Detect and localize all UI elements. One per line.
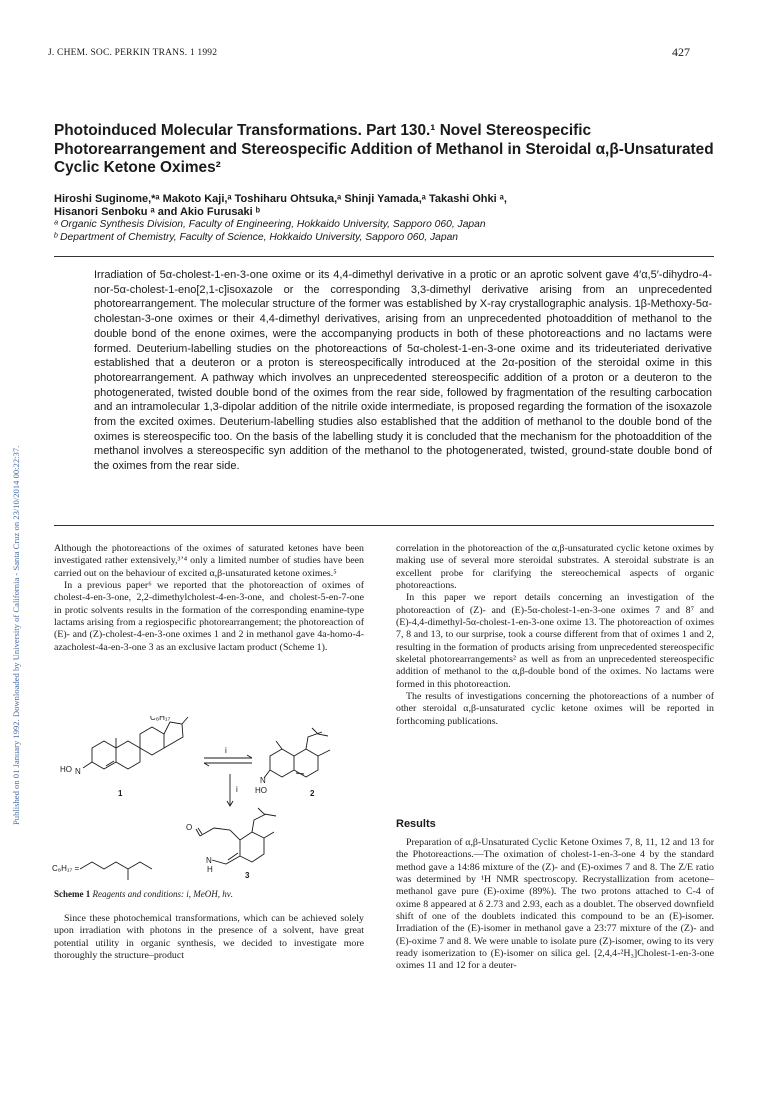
results-heading: Results — [396, 818, 436, 830]
right-para-3: The results of investigations concerning the photoreactions of a number of other steroidal α,β-unsaturated cyclic ketone oximes will be reported in forthcoming publications. — [396, 691, 714, 727]
rule-top — [54, 256, 714, 257]
steroid-2-double-bond — [296, 773, 304, 774]
right-column-lower — [396, 837, 714, 973]
lactam-n: N — [206, 856, 212, 865]
right-para-4: Preparation of α,β-Unsaturated Cyclic Ketone Oximes 7, 8, 11, 12 and 13 for the Photoreactions.—The oximation of cholest-1-en-3-one 4 by the standard method gave a 14:86 mixture of the (Z)- and (E)-oximes 7 and 8. The Z/E ratio was determined by ¹H NMR spectroscopy. Recrystallization from acetone–methanol gave pure (E)-oxime (89%). The two protons attached to C-4 of oxime 8 appeared at δ 2.73 and 2.93, each as a doublet. The observed downfield shift of one of the doublets indicated this compound to be an (E)-isomer. Irradiation of the (E)-isomer in methanol gave a 23:77 mixture of the (Z)- and (E)-oxime 7 and 8. We were unable to isolate pure (Z)-isomer, owing to its very ready isomerization to (E)-isomer on silica gel. [2,4,4-²H₃]Cholest-1-en-3-one oximes 11 and 12 for a deuter- — [396, 837, 714, 972]
oxime-1-ho: HO — [60, 765, 72, 774]
authors-line-1: Hiroshi Suginome,*ᵃ Makoto Kaji,ᵃ Toshiharu Ohtsuka,ᵃ Shinji Yamada,ᵃ Takashi Ohki ᵃ, — [54, 193, 507, 205]
right-para-2: In this paper we report details concerning an investigation of the photoreaction of (Z)- and (E)-5α-cholest-1-en-3-one oximes 7 and 8⁷ and (E)-4,4-dimethyl-5α-cholest-1-en-3-one oxime 13. The photoreaction of oximes 7, 8 and 13, to our surprise, took a course different from that of oximes 1 and 2, resulting in the formation of products arising from unprecedented stereospecific skeletal photorearrangements² as well as from an unprecedented stereospecific addition of methanol to the α,β-double bond of the oximes. No lactams were formed in this photoreaction. — [396, 592, 714, 690]
steroid-2-chain — [276, 728, 330, 756]
left-column — [54, 543, 364, 654]
download-notice-text: Published on 01 January 1992. Downloaded by University of California - Santa Cruz on 23/10/2014 00:22:37. — [11, 445, 21, 825]
compound-number-2: 2 — [310, 789, 315, 798]
left-column-lower — [54, 913, 364, 962]
rule-bottom — [54, 525, 714, 526]
reagent-label-down: i — [236, 785, 238, 794]
lactam-ring-b — [240, 832, 264, 862]
oxime-2-n: N — [260, 776, 266, 785]
arrow-down — [227, 774, 233, 806]
steroid-1-side-chain — [182, 717, 188, 724]
author-list — [54, 193, 734, 219]
compound-number-1: 1 — [118, 789, 123, 798]
oxime-1-n: N — [75, 767, 81, 776]
left-para-2: In a previous paper⁶ we reported that the photoreaction of oximes of cholest-4-en-3-one, 2,2-dimethylcholest-4-en-3-one, and cholest-5-en-7-one in protic solvents results in the formation of the corresponding enamine-type lactams arising from a regiospecific photorearrangement; the photoreaction of (E)- and (Z)-cholest-4-en-3-one oximes 1 and 2 in methanol gave 4a-homo-4-azacholest-4a-en-3-one 3 as an exclusive lactam product (Scheme 1). — [54, 580, 364, 653]
scheme-caption — [54, 889, 364, 899]
article-title: Photoinduced Molecular Transformations. Part 130.¹ Novel Stereospecific Photorearrangement and Stereospecific Addition of Methanol in Steroidal α,β-Unsaturated Cyclic Ketone Oximes² — [54, 122, 714, 176]
download-notice — [5, 185, 21, 825]
scheme-caption-text: Reagents and conditions: i, MeOH, hν. — [92, 889, 233, 899]
reagent-label-top: i — [225, 746, 227, 755]
affiliation-a: ᵃ Organic Synthesis Division, Faculty of Engineering, Hokkaido University, Sapporo 060, Japan — [54, 219, 486, 230]
compound-number-3: 3 — [245, 871, 250, 880]
page-number: 427 — [672, 45, 690, 59]
scheme-1 — [52, 716, 362, 884]
steroid-1-oxime — [83, 762, 92, 768]
substituent-label: C₈H₁₇ — [150, 716, 171, 722]
journal-header: J. CHEM. SOC. PERKIN TRANS. 1 1992 — [48, 48, 218, 58]
left-para-3: Since these photochemical transformations, which can be achieved solely upon irradiation with photons in the presence of a solvent, have great potential utility in organic synthesis, we decided to investigate more thoroughly the structure–product — [54, 913, 364, 962]
arrow-back — [204, 763, 252, 766]
lactam-o: O — [186, 823, 193, 832]
authors-line-2: Hisanori Senboku ᵃ and Akio Furusaki ᵇ — [54, 206, 261, 218]
steroid-1-ring-d — [164, 722, 183, 748]
steroid-1-ring-b — [116, 741, 140, 769]
abstract: Irradiation of 5α-cholest-1-en-3-one oxime or its 4,4-dimethyl derivative in a protic or an aprotic solvent gave 4′α,5′-dihydro-4-nor-5α-cholest-1-eno[2,1-c]isoxazole or the corresponding 3,3-dimethyl derivative arising from an unprecedented photorearrangement. The molecular structure of the former was established by X-ray crystallographic analysis. 1β-Methoxy-5α-cholestan-3-one oximes or their 4,4-dimethyl derivatives, arising from an unprecedented photoaddition of methanol to the double bond of the enone oximes, were the accompanying products in both of these photoreactions and no lactams were formed. Deuterium-labelling studies on the photoreactions of 5α-cholest-1-en-3-one oxime and its trideuteriated derivative established that a deuteron or a proton is stereospecifically introduced at the 2α-position of the steroidal oxime in this photorearrangement. A pathway which involves an unprecedented stereospecific addition of a proton or a deuteron to the photogenerated, twisted double bond of the oximes from the rear side, followed by fragmentation of the resulting carbocation and an intramolecular 1,3-dipolar addition of the nitrile oxide intermediate, is proposed regarding the formation of the isoxazole from the excited oximes. Deuterium-labelling studies also established that the addition of methanol to the double bond of the oximes is stereospecific too. On the basis of the labelling study it is concluded that the mechanism for the photoaddition of the methanol involves a stereospecific syn addition of the methanol to the photogenerated, twisted, ground-state double bond of the oximes from the rear side. — [94, 269, 712, 473]
oxime-2-ho: HO — [255, 786, 267, 795]
lactam-carbonyl — [196, 828, 202, 836]
substituent-chain — [80, 862, 152, 880]
affiliations — [54, 219, 734, 244]
scheme-caption-label: Scheme 1 — [54, 889, 91, 899]
arrow-forward — [204, 755, 252, 758]
left-para-1: Although the photoreactions of the oximes of saturated ketones have been investigated rather extensively,³ʼ⁴ only a limited number of studies have been carried out on the behaviour of excited α,β-unsaturated ketone oximes.⁵ — [54, 543, 364, 579]
steroid-1-ring-c — [140, 727, 164, 755]
steroid-2-ring-a — [270, 749, 294, 777]
substituent-definition: C₈H₁₇ = — [52, 864, 80, 873]
right-para-1: correlation in the photoreaction of the α,β-unsaturated cyclic ketone oximes by making use of several more steroidal substrates. A steroidal substrate is an excellent probe for clarifying the stereochemical aspects of organic photoreactions. — [396, 543, 714, 592]
right-column — [396, 543, 714, 728]
affiliation-b: ᵇ Department of Chemistry, Faculty of Science, Hokkaido University, Sapporo 060, Japan — [54, 231, 459, 243]
lactam-h: H — [207, 865, 213, 874]
lactam-double-bond — [228, 853, 238, 860]
steroid-1-ring-a — [92, 741, 116, 769]
